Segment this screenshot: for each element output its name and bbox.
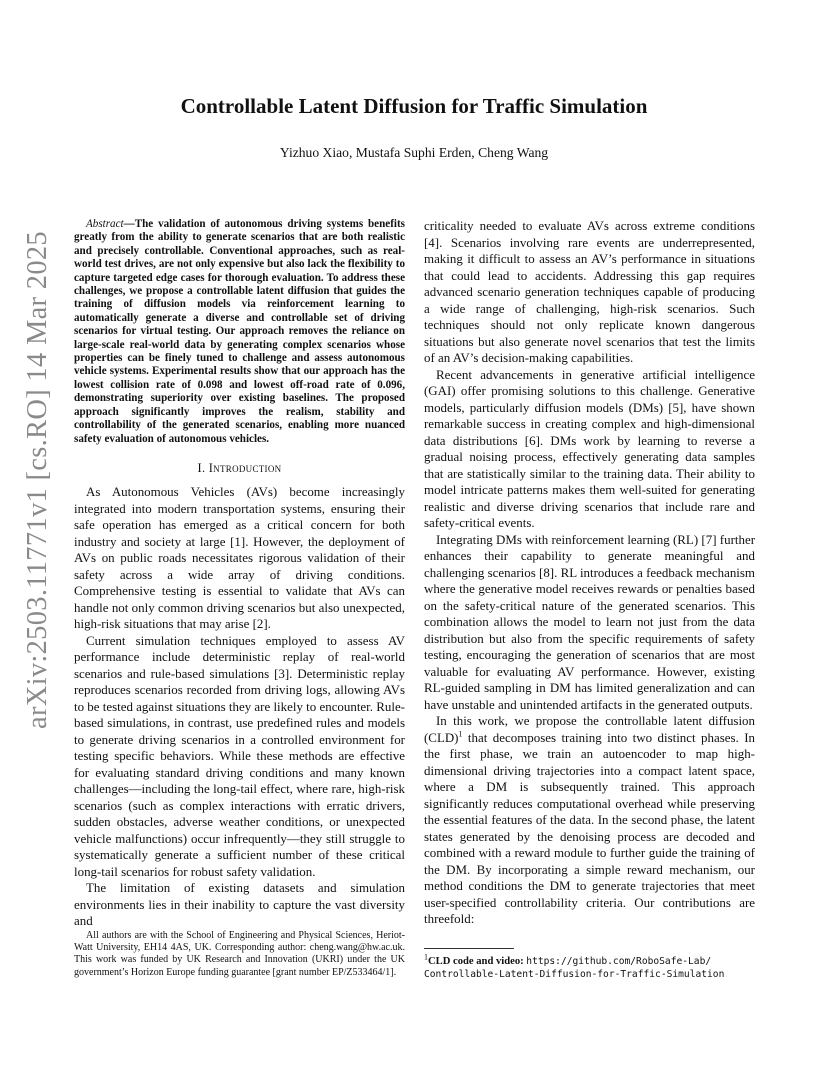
paragraph-text: that decomposes training into two distinct phases. In the first phase, we train an autoencoder to map high-dimensional driving trajectories into a compact latent space, where a DM is subsequently trained. This approach significantly reduces computational overhead while preserving the essential features of the data. In the second phase, the latent states generated by the denoising process are decoded and combined with a reward module to further guide the training of the DM. By incorporating a simple reward mechanism, our method conditions the DM to generate trajectories that meet user-specified controllability criteria. Our contributions are threefold: [424, 729, 755, 926]
footnote-marker: 1 [424, 952, 428, 962]
arxiv-sidebar [18, 231, 58, 729]
paragraph: Current simulation techniques employed to assess AV performance include deterministic replay of real-world scenarios and rule-based simulations [3]. Deterministic replay reproduces scenarios recorded from driving logs, allowing AVs to be tested against situations they are likely to encounter. Rule-based simulations, in contrast, use predefined rules and models to generate driving scenarios in a controlled environment for testing specific behaviors. While these methods are effective for evaluating standard driving conditions and many known challenges—including the long-tail effect, where rare, high-risk scenarios (such as complex interactions with erratic drivers, sudden obstacles, adverse weather conditions, or unexpected vehicle malfunctions) occur infrequently—they still struggle to systematically generate a sufficient number of these critical long-tail scenarios for robust safety validation. [74, 632, 405, 879]
paragraph: As Autonomous Vehicles (AVs) become increasingly integrated into modern transportation systems, ensuring their safe operation has emerged as a critical concern for both industry and society at large [1]. However, the deployment of AVs on public roads necessitates rigorous validation of their safety across a wide array of driving conditions. Comprehensive testing is essential to validate that AVs can handle not only common driving scenarios but also unexpected, high-risk situations that may arise [2]. [74, 484, 405, 632]
footnote-marker: 1 [458, 729, 463, 739]
abstract-label: Abstract [86, 218, 124, 230]
paragraph: Recent advancements in generative artificial intelligence (GAI) offer promising solutions to this challenge. Generative models, particularly diffusion models (DMs) [5], have shown remarkable success in creating complex and high-dimensional data distributions [6]. DMs work by learning to reverse a gradual noising process, effectively generating data samples that are statistically similar to the training data. Their ability to model intricate patterns makes them well-suited for generating realistic and diverse driving scenarios that include rare and safety-critical events. [424, 366, 755, 530]
paragraph-contributions [424, 713, 755, 928]
code-url-link[interactable]: https://github.com/RoboSafe-Lab/ [526, 956, 712, 967]
paragraph: The limitation of existing datasets and simulation environments lies in their inability to capture the vast diversity and [74, 880, 405, 929]
code-footnote [424, 952, 769, 981]
paragraph: criticality needed to evaluate AVs across extreme conditions [4]. Scenarios involving rare events are underrepresented, making it difficult to assess an AV’s performance in situations that could lead to accidents. Addressing this gap requires advanced scenario generation techniques capable of producing a wide range of challenging, high-risk scenarios. Such techniques should not only replicate known dangerous situations but also generate novel scenarios that test the limits of an AV’s decision-making capabilities. [424, 218, 755, 365]
paragraph-text: In this work, we propose the controllable latent diffusion (CLD) [424, 713, 755, 745]
section-heading-introduction: I. Introduction [197, 460, 282, 475]
right-column [424, 218, 755, 928]
affiliation-footnote: All authors are with the School of Engineering and Physical Sciences, Heriot-Watt University, EH14 4AS, UK. Corresponding author: cheng.wang@hw.ac.uk. This work was funded by UK Research and Innovation (UKRI) under the UK government’s Horizon Europe funding guarantee [grant number EP/Z533464/1]. [74, 930, 405, 978]
paper-authors: Yizhuo Xiao, Mustafa Suphi Erden, Cheng Wang [279, 145, 549, 160]
arxiv-identifier: arXiv:2503.11771v1 [cs.RO] 14 Mar 2025 [22, 231, 53, 729]
abstract [74, 218, 405, 446]
abstract-text: —The validation of autonomous driving systems benefits greatly from the ability to generate scenarios that are both realistic and precisely controllable. Conventional approaches, such as real-world test drives, are not only expensive but also lack the flexibility to capture targeted edge cases for thorough evaluation. To address these challenges, we propose a controllable latent diffusion that guides the training of diffusion models via reinforcement learning to automatically generate a diverse and controllable set of driving scenarios for virtual testing. Our approach removes the reliance on large-scale real-world data by generating complex scenarios whose properties can be finely tuned to challenge and assess autonomous vehicle systems. Experimental results show that our approach has the lowest collision rate of 0.098 and lowest off-road rate of 0.096, demonstrating superiority over existing baselines. The proposed approach significantly improves the realism, stability and controllability of the generated scenarios, enabling more nuanced safety evaluation of autonomous vehicles. [74, 218, 405, 445]
footnote-rule [424, 948, 514, 949]
paper-title: Controllable Latent Diffusion for Traffic Simulation [180, 94, 648, 118]
footnote-label: CLD code and video: [428, 956, 527, 967]
paragraph: Integrating DMs with reinforcement learning (RL) [7] further enhances their capability to generate meaningful and challenging scenarios [8]. RL introduces a feedback mechanism where the generative model receives rewards or penalties based on the safety-critical nature of the generated scenarios. This combination allows the model to learn not just from the data distribution but also from the specific requirements of safety testing, encouraging the generation of scenarios that are most valuable for evaluating AV performance. However, existing RL-guided sampling in DM has limited generalization and can have unstable and unintended artifacts in the generated outputs. [424, 531, 755, 712]
left-column [74, 218, 405, 930]
code-url-link-continued[interactable]: Controllable-Latent-Diffusion-for-Traffic-Simulation [424, 969, 725, 980]
